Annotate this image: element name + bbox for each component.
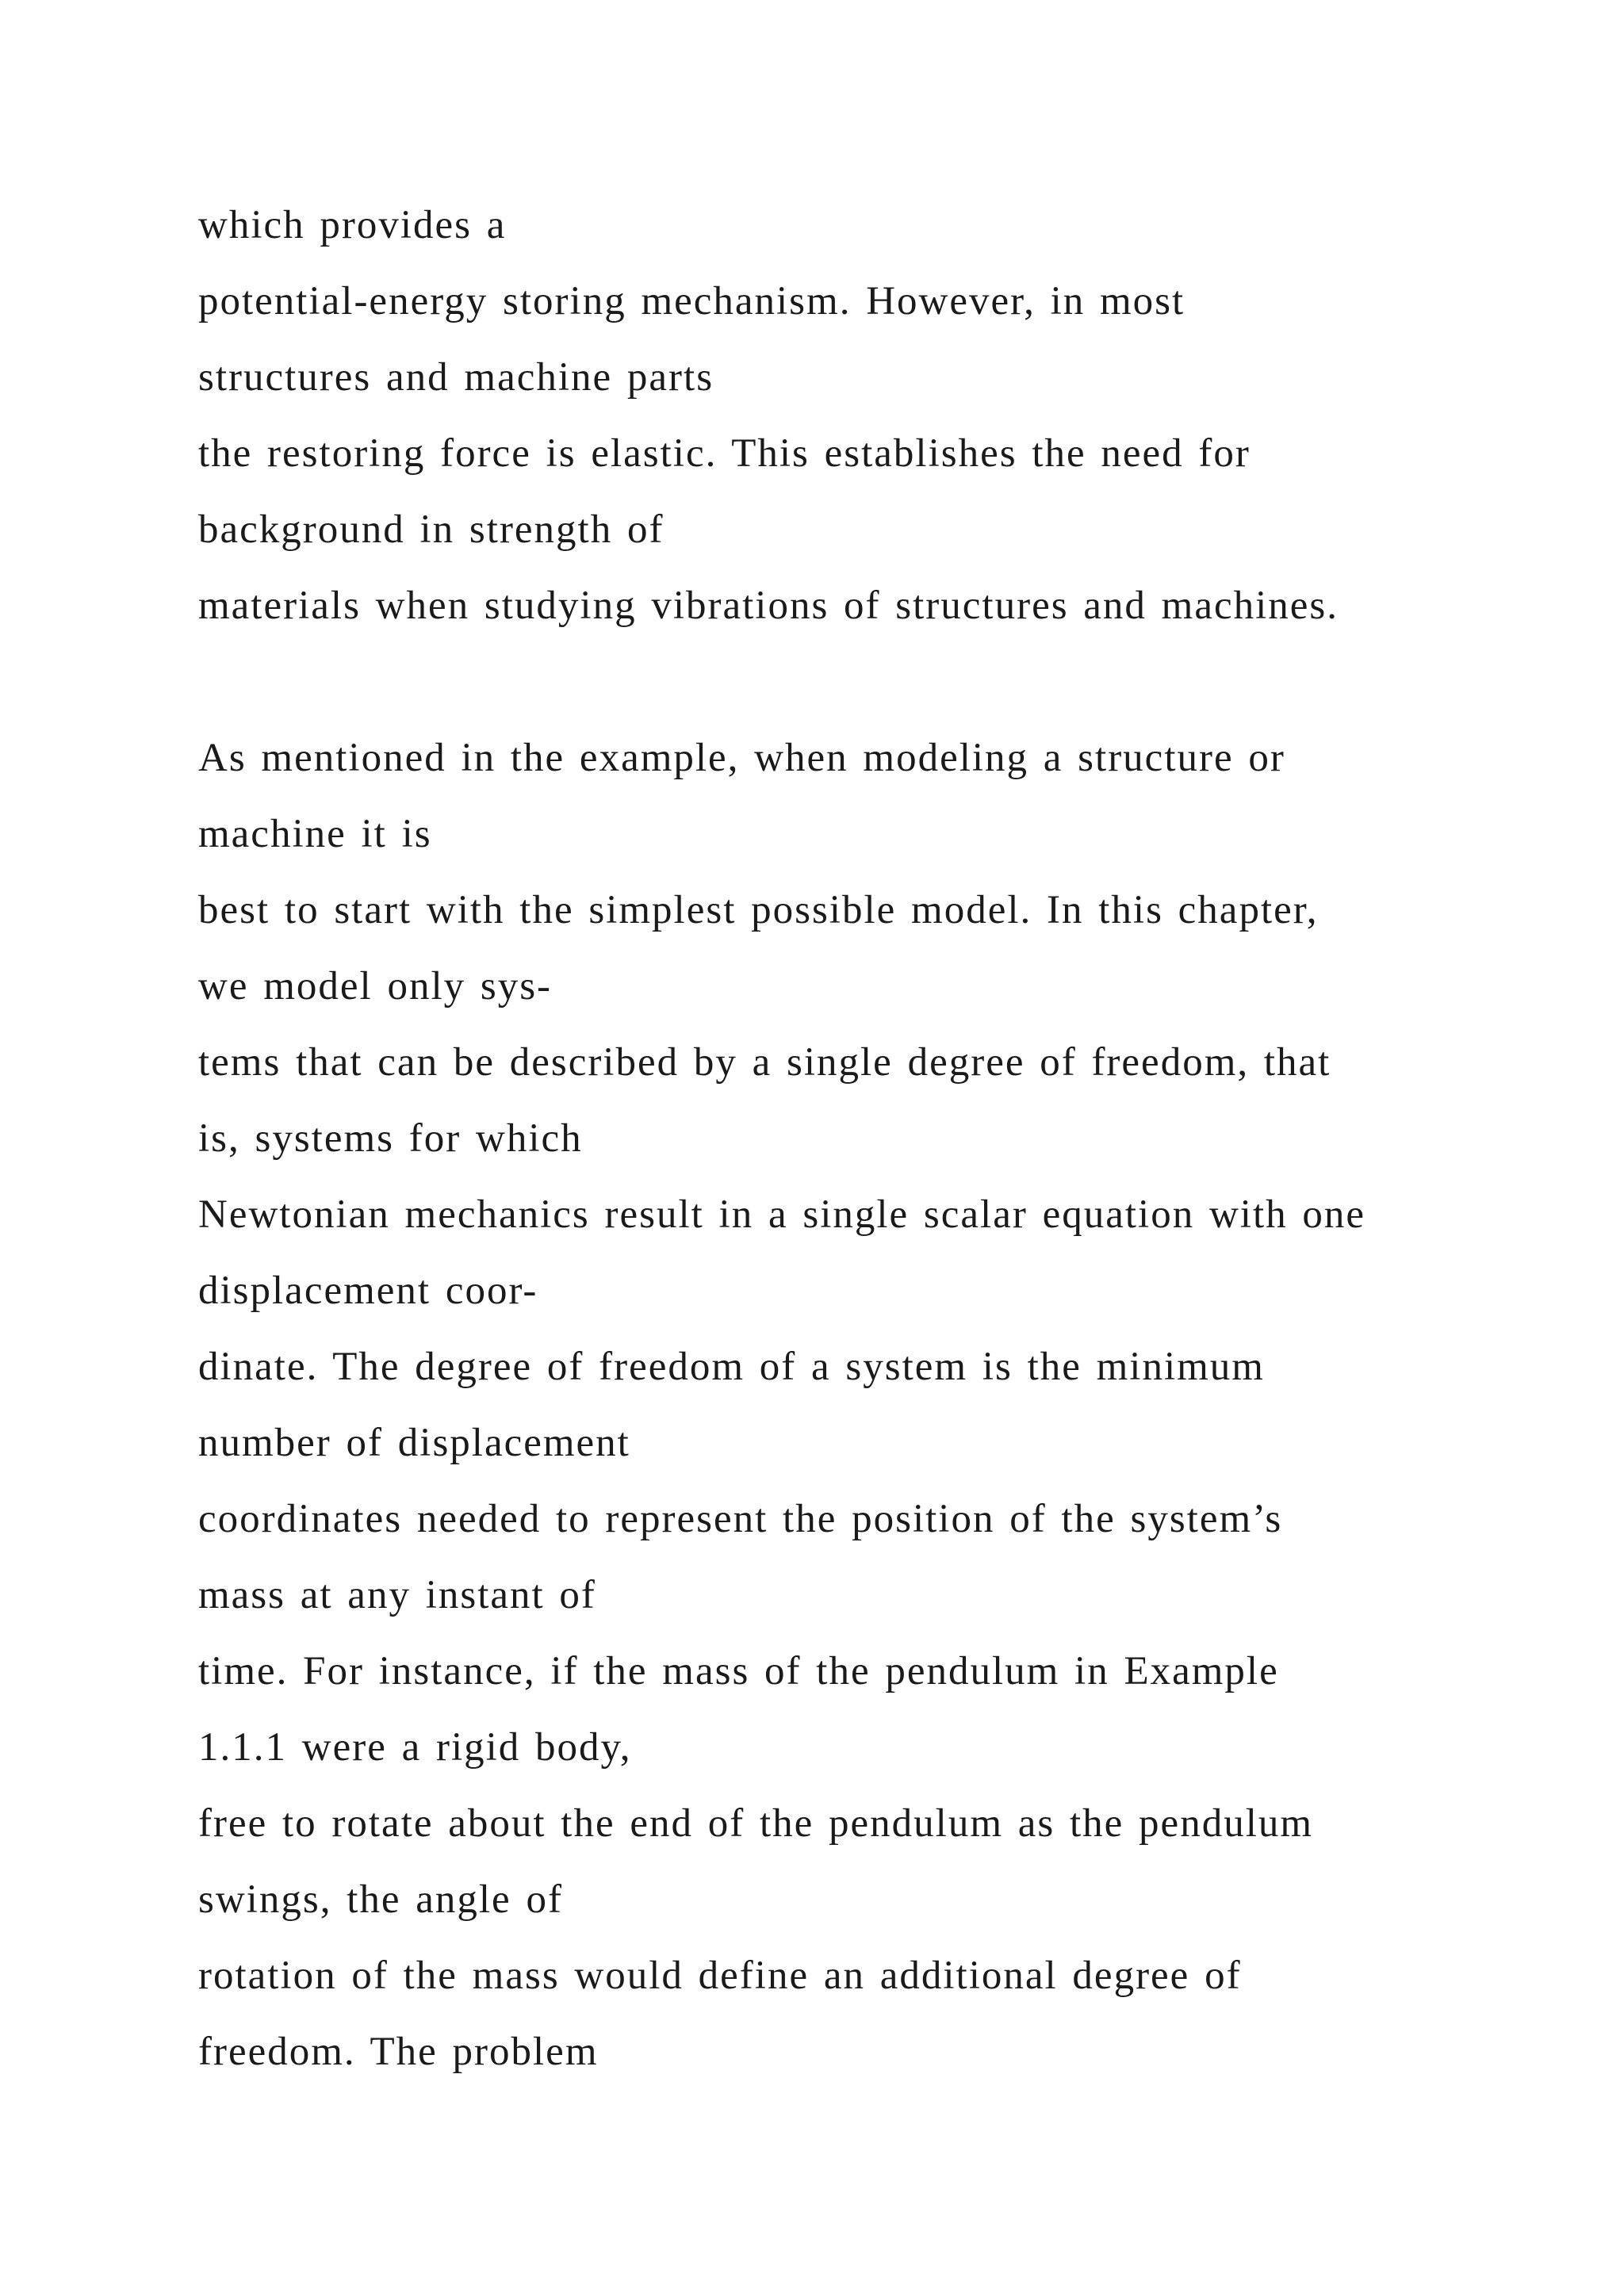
text-line: mass at any instant of [198, 1573, 596, 1617]
text-line: 1.1.1 were a rigid body, [198, 1725, 632, 1770]
paragraph-2 [198, 720, 1546, 2090]
text-line: best to start with the simplest possible model. In this chapter, [198, 888, 1319, 932]
text-line: coordinates needed to represent the position of the system’s [198, 1497, 1283, 1541]
text-line: number of displacement [198, 1421, 630, 1465]
text-line: displacement coor- [198, 1269, 538, 1313]
paragraph-spacer [198, 644, 1546, 720]
text-line: is, systems for which [198, 1116, 583, 1161]
text-line: potential-energy storing mechanism. However, in most [198, 279, 1185, 323]
text-line: As mentioned in the example, when modeling a structure or [198, 736, 1285, 780]
document-body [198, 187, 1546, 2090]
paragraph-1 [198, 187, 1546, 644]
text-line: tems that can be described by a single degree of freedom, that [198, 1040, 1331, 1085]
text-line: background in strength of [198, 507, 665, 552]
text-line: structures and machine parts [198, 355, 714, 400]
text-line: materials when studying vibrations of structures and machines. [198, 584, 1339, 628]
text-line: rotation of the mass would define an additional degree of [198, 1954, 1242, 1998]
text-line: which provides a [198, 203, 507, 247]
text-line: swings, the angle of [198, 1877, 563, 1922]
text-line: the restoring force is elastic. This establishes the need for [198, 431, 1251, 476]
text-line: Newtonian mechanics result in a single scalar equation with one [198, 1192, 1366, 1237]
text-line: free to rotate about the end of the pendulum as the pendulum [198, 1801, 1314, 1846]
text-line: time. For instance, if the mass of the pendulum in Example [198, 1649, 1279, 1693]
text-line: we model only sys- [198, 964, 553, 1008]
text-line: freedom. The problem [198, 2030, 599, 2074]
text-line: dinate. The degree of freedom of a system is the minimum [198, 1345, 1265, 1389]
text-line: machine it is [198, 812, 432, 856]
